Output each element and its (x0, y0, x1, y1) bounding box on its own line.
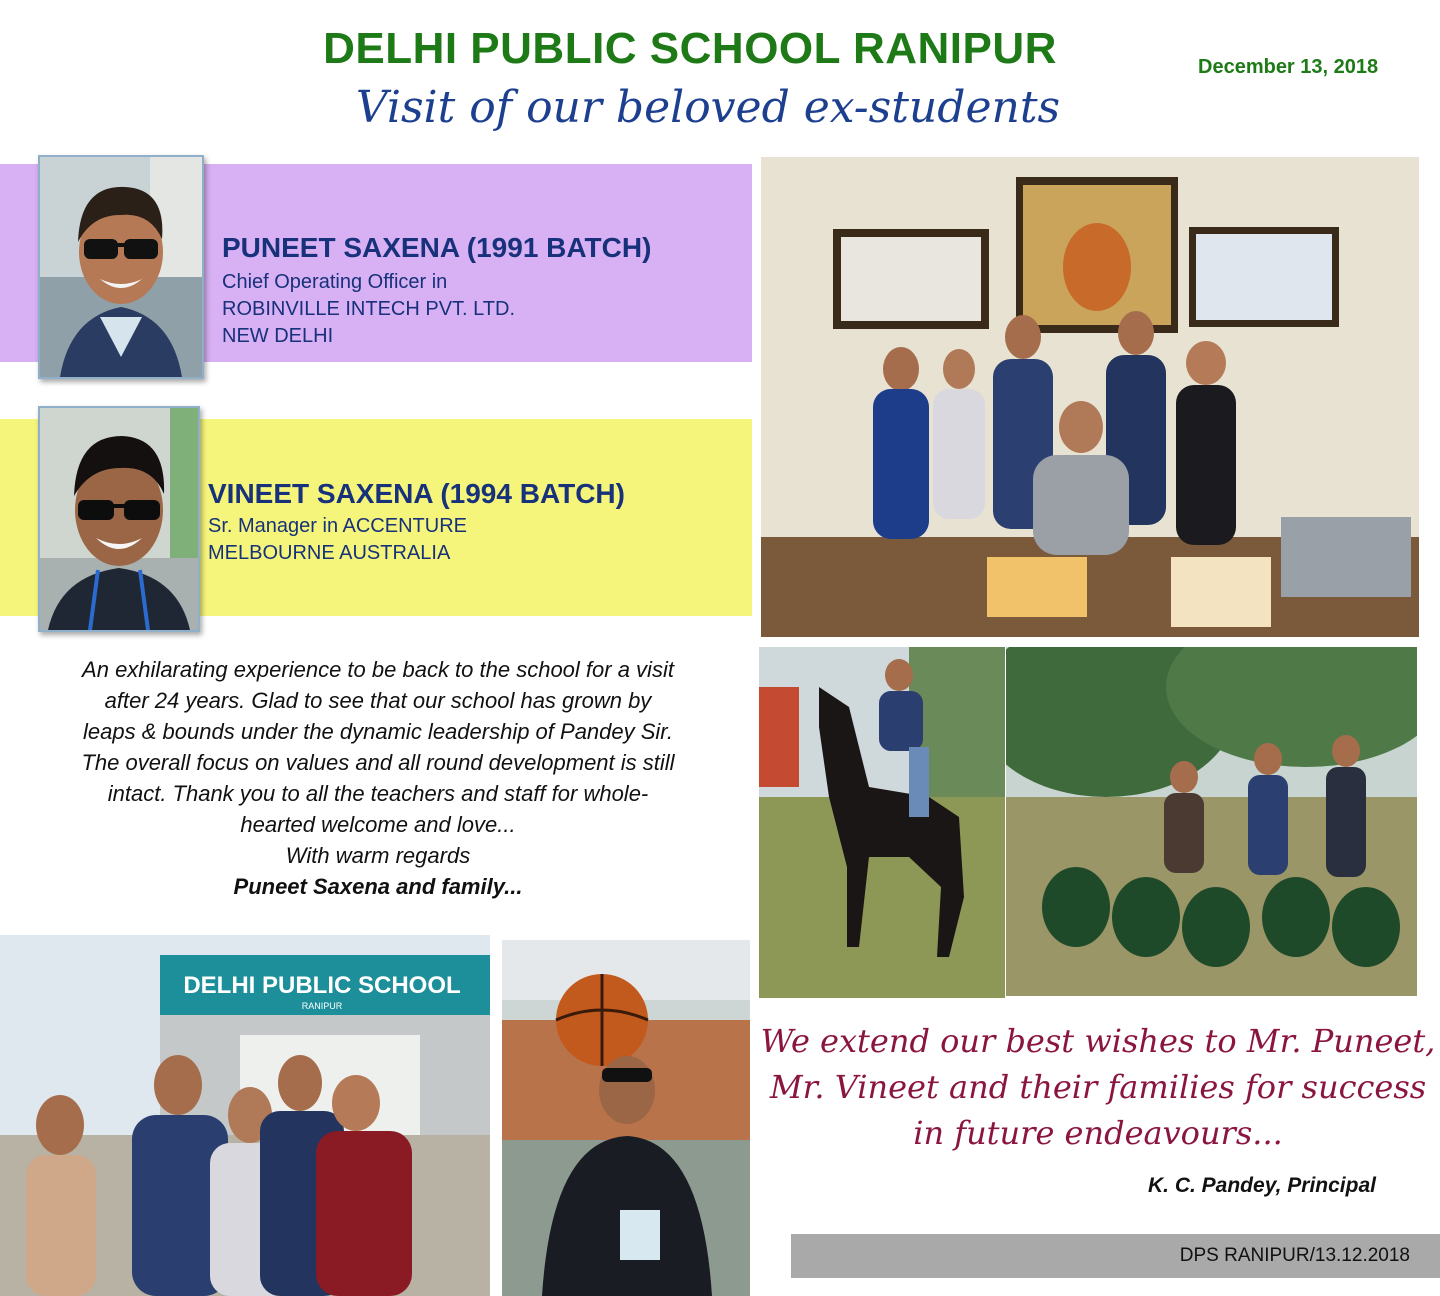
message-line: The overall focus on values and all round development is still (81, 750, 675, 775)
alumni-location-puneet: NEW DELHI (222, 325, 334, 347)
wishes-line: Mr. Vineet and their families for success (769, 1068, 1427, 1106)
message-line: hearted welcome and love... (240, 812, 516, 837)
school-sign-sub: RANIPUR (301, 1001, 343, 1011)
portrait-vineet (38, 406, 200, 632)
best-wishes-message (758, 1018, 1438, 1156)
alumni-title-puneet: Chief Operating Officer in (222, 271, 448, 293)
photo-principal-office (761, 157, 1419, 637)
wishes-line: in future endeavours... (913, 1114, 1283, 1152)
message-line: With warm regards (285, 843, 471, 868)
date-label: December 13, 2018 (1198, 56, 1379, 78)
message-line: leaps & bounds under the dynamic leadership of Pandey Sir. (83, 719, 673, 744)
alumni-company-puneet: ROBINVILLE INTECH PVT. LTD. (222, 298, 516, 320)
footer-reference: DPS RANIPUR/13.12.2018 (1179, 1245, 1410, 1266)
alumni-name-vineet: VINEET SAXENA (1994 BATCH) (208, 478, 625, 509)
photo-school-gate-family (0, 935, 490, 1296)
school-name: DELHI PUBLIC SCHOOL RANIPUR (323, 24, 1057, 73)
message-line: intact. Thank you to all the teachers and staff for whole- (107, 781, 649, 806)
alumni-name-puneet: PUNEET SAXENA (1991 BATCH) (222, 232, 652, 263)
alumni-location-vineet: MELBOURNE AUSTRALIA (208, 542, 451, 564)
message-line: An exhilarating experience to be back to the school for a visit (82, 657, 674, 682)
footer-bar (791, 1234, 1440, 1278)
photo-horse-ride (759, 647, 1005, 998)
portrait-puneet (38, 155, 204, 379)
wishes-line: We extend our best wishes to Mr. Puneet, (760, 1022, 1436, 1060)
page-subtitle: Visit of our beloved ex-students (355, 82, 1061, 133)
school-sign: DELHI PUBLIC SCHOOL (183, 972, 461, 999)
alumni-title-vineet: Sr. Manager in ACCENTURE (208, 515, 467, 537)
testimonial-message (20, 654, 736, 902)
message-signature: Puneet Saxena and family... (233, 874, 523, 899)
message-line: after 24 years. Glad to see that our school has grown by (104, 688, 652, 713)
principal-signature: K. C. Pandey, Principal (1148, 1174, 1376, 1197)
photo-basketball (502, 940, 750, 1296)
photo-garden-students (1006, 647, 1417, 996)
